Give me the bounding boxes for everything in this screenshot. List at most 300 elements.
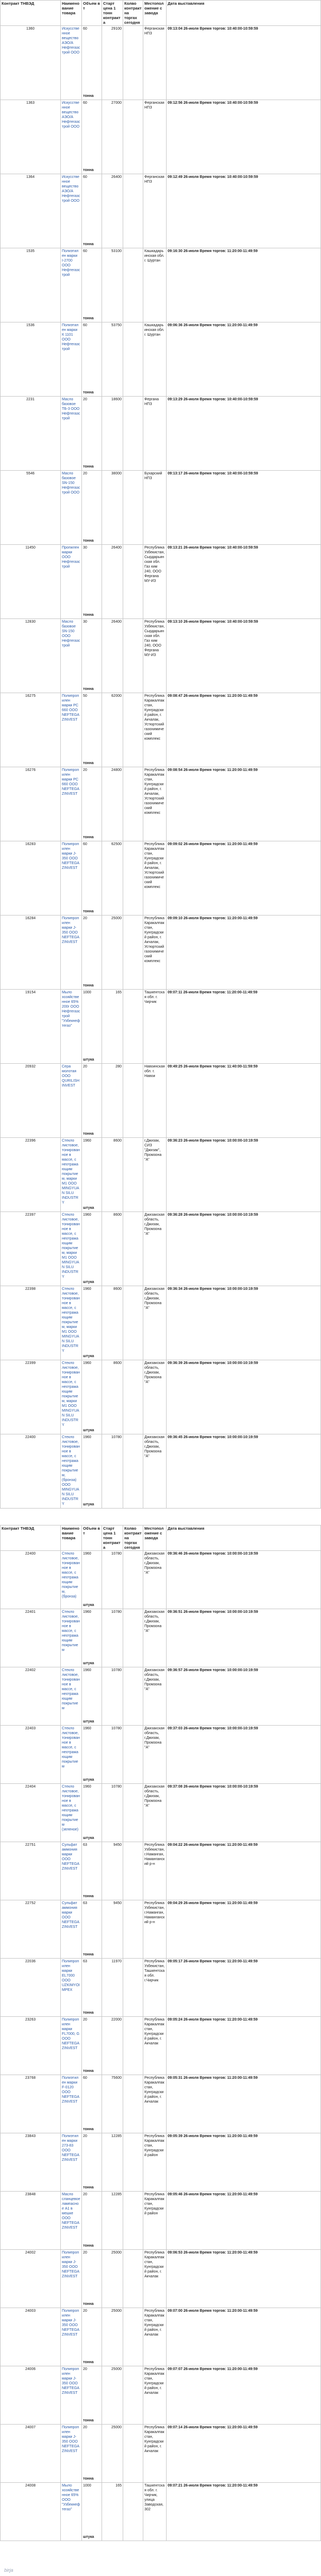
cell-volume: [82, 693, 102, 767]
cell-date: 09:05:39 26-июля Время торгов: 11:20:00-11:49:59: [167, 2133, 321, 2192]
cell-date: 09:06:36 26-июля Время торгов: 11:20:00-11:49:59: [167, 322, 321, 397]
cell-contract: 22399: [1, 1360, 61, 1434]
cell-volume: [82, 1667, 102, 1726]
cell-date: 09:37:03 26-июля Время торгов: 10:00:00-10:19:59: [167, 1726, 321, 1784]
cell-qty-today: [123, 1842, 143, 1900]
volume-value: 20: [83, 917, 87, 920]
cell-qty-today: [123, 1434, 143, 1509]
volume-unit: тонна: [83, 613, 94, 617]
cell-price: 26400: [102, 174, 123, 248]
volume-value: 60: [83, 842, 87, 846]
volume-value: 20: [83, 1065, 87, 1069]
cell-date: 09:13:10 26-июля Время торгов: 10:40:00-10:59:59: [167, 619, 321, 693]
volume-unit: тонна: [83, 1895, 94, 1898]
cell-location: Ташкентская обл. г. Чирчик: [143, 990, 167, 1064]
cell-name[interactable]: Мыло хозяйственное 65% 200г ООО Нефтегазстрой "Узбекнефтегаз": [61, 990, 82, 1064]
volume-value: 1960: [83, 1552, 91, 1556]
table-row: [1, 1609, 321, 1667]
cell-location: Республика Узбекистан, г.Наманган, Наманганский р-н: [143, 1900, 167, 1959]
volume-unit: штука: [83, 1206, 94, 1210]
table-row: [1, 2250, 321, 2308]
cell-location: Республика Узбекистан, Сырдарьинская обл. Газ хим 240, ООО Фергана МУ-ИЗ: [143, 619, 167, 693]
cell-name[interactable]: Полиэтилен марки I-2700 ООО Нефтегазстрой: [61, 248, 82, 322]
cell-date: 09:07:14 26-июля Время торгов: 11:20:00-11:49:59: [167, 2425, 321, 2483]
cell-name[interactable]: Полипропилен марки J-350 ООО NEFTEGAZINVEST: [61, 2308, 82, 2366]
cell-date: 09:36:57 26-июля Время торгов: 10:00:00-10:19:59: [167, 1667, 321, 1726]
cell-volume: [82, 1959, 102, 2017]
cell-date: 09:07:11 26-июля Время торгов: 11:20:00-11:49:59: [167, 990, 321, 1064]
table-row: [1, 1726, 321, 1784]
volume-value: 20: [83, 2367, 87, 2371]
cell-contract: 24008: [1, 2483, 61, 2541]
cell-volume: [82, 990, 102, 1064]
cell-price: 38000: [102, 471, 123, 545]
cell-name[interactable]: Искусственное вещество АЭО/А Нефтегазстрой ООО: [61, 26, 82, 100]
cell-volume: [82, 471, 102, 545]
cell-name[interactable]: Стекло листовое, тонированное в массе, с неотражающим покрытием, марки М1 ООО MINGYUAN SILU INDUSTRY: [61, 1360, 82, 1434]
cell-qty-today: [123, 1138, 143, 1212]
cell-price: 10780: [102, 1784, 123, 1842]
volume-unit: штука: [83, 1720, 94, 1724]
cell-price: 18600: [102, 397, 123, 471]
volume-unit: тонна: [83, 2419, 94, 2422]
cell-qty-today: [123, 1959, 143, 2017]
volume-value: 1960: [83, 1435, 91, 1439]
volume-unit: тонна: [83, 1953, 94, 1956]
cell-name[interactable]: Стекло листовое, тонированное в массе, с неотражающим покрытием, марки М1 ООО MINGYUAN SILU INDUSTRY: [61, 1286, 82, 1360]
table-row: [1, 2308, 321, 2366]
cell-date: 09:36:51 26-июля Время торгов: 10:00:00-10:19:59: [167, 1609, 321, 1667]
header-location: Местоположение с завода: [143, 1525, 167, 1551]
volume-unit: тонна: [83, 687, 94, 691]
table-row: [1, 1551, 321, 1609]
cell-name[interactable]: Стекло листовое, тонированное в массе, с неотражающим покрытием: [61, 1609, 82, 1667]
cell-location: Республика Каракалпакстан, Кунградский район, г. Акчалак: [143, 2425, 167, 2483]
volume-value: 1960: [83, 1139, 91, 1143]
cell-name[interactable]: Стекло листовое, тонированное в массе, с неотражающим покрытием (зеленое): [61, 1784, 82, 1842]
cell-name[interactable]: Мыло хозяйственное 65% ООО "Узбекнефтегаз": [61, 2483, 82, 2541]
cell-price: 165: [102, 990, 123, 1064]
cell-qty-today: [123, 990, 143, 1064]
table-row: [1, 2483, 321, 2541]
cell-date: 09:05:17 26-июля Время торгов: 11:20:00-11:49:59: [167, 1959, 321, 2017]
cell-location: Ташкентская обл. г. Чирчик, улица Заводская, 302: [143, 2483, 167, 2541]
cell-price: 10780: [102, 1667, 123, 1726]
cell-date: 09:07:21 26-июля Время торгов: 11:20:00-11:49:59: [167, 2483, 321, 2541]
cell-volume: [82, 2133, 102, 2192]
cell-price: 75600: [102, 2075, 123, 2133]
cell-contract: 16283: [1, 841, 61, 915]
cell-contract: 23263: [1, 2017, 61, 2075]
table-row: [1, 1842, 321, 1900]
cell-volume: [82, 1212, 102, 1286]
cell-contract: 1363: [1, 100, 61, 174]
cell-date: 09:05:31 26-июля Время торгов: 11:20:00-11:49:59: [167, 2075, 321, 2133]
cell-price: 11970: [102, 1959, 123, 2017]
cell-name[interactable]: Стекло листовое, тонированное в массе, с неотражающим покрытием: [61, 1667, 82, 1726]
cell-price: 26400: [102, 545, 123, 619]
volume-unit: тонна: [83, 391, 94, 394]
cell-location: Фергана НПЗ: [143, 397, 167, 471]
cell-date: 09:36:45 26-июля Время торгов: 10:00:00-10:19:59: [167, 1434, 321, 1509]
table-row: [1, 2075, 321, 2133]
cell-volume: [82, 767, 102, 841]
cell-location: Республика Узбекистан, Ташкентская обл. г.Чирчик: [143, 1959, 167, 2017]
cell-date: 09:09:10 26-июля Время торгов: 11:20:00-11:49:59: [167, 915, 321, 990]
cell-location: Республика Каракалпакстан, Кунградский район, г. Акчалак, Устюртский газохимический комплекс: [143, 915, 167, 990]
cell-name[interactable]: Сера молотая ООО QURILISH INVEST: [61, 1064, 82, 1138]
cell-qty-today: [123, 100, 143, 174]
volume-unit: тонна: [83, 539, 94, 543]
cell-price: 25000: [102, 2308, 123, 2366]
cell-contract: 22398: [1, 1286, 61, 1360]
cell-date: 09:08:54 26-июля Время торгов: 11:20:00-11:49:59: [167, 767, 321, 841]
cell-volume: [82, 100, 102, 174]
volume-value: 20: [83, 398, 87, 401]
cell-volume: [82, 1138, 102, 1212]
cell-qty-today: [123, 545, 143, 619]
cell-name[interactable]: Масло сланцевое лампасное A1 в мешке ООО NEFTEGAZINVEST: [61, 2192, 82, 2250]
cell-volume: [82, 248, 102, 322]
cell-qty-today: [123, 1667, 143, 1726]
header-name: Наименование товара: [61, 1, 82, 26]
table-header-row: [1, 1525, 321, 1551]
cell-qty-today: [123, 915, 143, 990]
cell-name[interactable]: Масло базовое SN-150 ООО Нефтегазстрой: [61, 619, 82, 693]
cell-price: 10780: [102, 1726, 123, 1784]
volume-unit: тонна: [83, 465, 94, 469]
cell-volume: [82, 1551, 102, 1609]
table-row: [1, 1900, 321, 1959]
cell-price: 280: [102, 1064, 123, 1138]
cell-price: 25000: [102, 915, 123, 990]
cell-qty-today: [123, 322, 143, 397]
cell-qty-today: [123, 2017, 143, 2075]
cell-qty-today: [123, 2366, 143, 2425]
cell-price: 27000: [102, 100, 123, 174]
volume-unit: тонна: [83, 2069, 94, 2073]
volume-value: 60: [83, 2076, 87, 2080]
volume-value: 20: [83, 2426, 87, 2429]
cell-qty-today: [123, 2250, 143, 2308]
volume-value: 50: [83, 694, 87, 698]
cell-date: 09:05:24 26-июля Время торгов: 11:20:00-11:49:59: [167, 2017, 321, 2075]
cell-contract: 16275: [1, 693, 61, 767]
cell-price: 62000: [102, 693, 123, 767]
volume-unit: тонна: [83, 2011, 94, 2015]
cell-price: 24800: [102, 767, 123, 841]
volume-value: 20: [83, 2134, 87, 2138]
volume-value: 30: [83, 546, 87, 550]
cell-name[interactable]: Полиэтилен марки К 1101 ООО Нефтегазстрой: [61, 322, 82, 397]
cell-name[interactable]: Полиэтилен марки 273-83 ООО NEFTEGAZINVEST: [61, 2133, 82, 2192]
cell-name[interactable]: Полипропилен марки FL7000, G ООО NEFTEGAZINVEST: [61, 2017, 82, 2075]
cell-contract: 1360: [1, 26, 61, 100]
volume-unit: штука: [83, 1836, 94, 1840]
table-row: [1, 1064, 321, 1138]
cell-location: Джизакская область, г.Джизак, Промзона "А": [143, 1286, 167, 1360]
cell-price: 10780: [102, 1551, 123, 1609]
volume-value: 63: [83, 1843, 87, 1847]
cell-date: 09:13:29 26-июля Время торгов: 10:40:00-10:59:59: [167, 397, 321, 471]
cell-location: Республика Каракалпакстан, Кунградский район, г. Акчалак, Устюртский газохимический комплекс: [143, 841, 167, 915]
volume-value: 63: [83, 1901, 87, 1905]
cell-qty-today: [123, 1360, 143, 1434]
volume-value: 63: [83, 1960, 87, 1963]
cell-contract: 11450: [1, 545, 61, 619]
table-row: [1, 1959, 321, 2017]
cell-contract: 22751: [1, 1842, 61, 1900]
cell-volume: [82, 2250, 102, 2308]
cell-volume: [82, 1434, 102, 1509]
cell-contract: 22397: [1, 1212, 61, 1286]
cell-name[interactable]: Масло базовое SN-150 Нефтегазстрой ООО: [61, 471, 82, 545]
table-row: [1, 545, 321, 619]
volume-value: 1960: [83, 1287, 91, 1291]
volume-value: 30: [83, 620, 87, 624]
cell-name[interactable]: Стекло листовое, тонированное в массе, с неотражающим покрытием, марки М1 ООО MINGYUAN SILU INDUSTRY: [61, 1138, 82, 1212]
cell-date: 09:36:39 26-июля Время торгов: 10:00:00-10:19:59: [167, 1360, 321, 1434]
table-row: [1, 990, 321, 1064]
cell-volume: [82, 174, 102, 248]
cell-contract: 24003: [1, 2308, 61, 2366]
cell-name[interactable]: Стекло листовое, тонированное в массе, с неотражающим покрытием, (бронза) ООО MINGYUAN SILU INDUSTRY: [61, 1434, 82, 1509]
cell-date: 09:12:49 26-июля Время торгов: 10:40:00-10:59:59: [167, 174, 321, 248]
table-row: [1, 1212, 321, 1286]
cell-name[interactable]: Полипропилен марки EL7000 ООО UZKIMYOIMPEX: [61, 1959, 82, 2017]
cell-price: 9450: [102, 1900, 123, 1959]
cell-name[interactable]: Стекло листовое, тонированное в массе, с неотражающим покрытием: [61, 1726, 82, 1784]
cell-name[interactable]: Сульфат аммония марки ООО NEFTEGAZINVEST: [61, 1842, 82, 1900]
cell-contract: 16276: [1, 767, 61, 841]
cell-contract: 23768: [1, 2075, 61, 2133]
cell-location: Кашкадарьинская обл. г. Шуртан: [143, 322, 167, 397]
cell-volume: [82, 1360, 102, 1434]
cell-date: 09:04:22 26-июля Время торгов: 11:20:00-11:49:59: [167, 1842, 321, 1900]
header-qty-today: Колво контракт на торгах сегодня: [123, 1525, 143, 1551]
volume-unit: тонна: [83, 2186, 94, 2189]
table-row: [1, 2366, 321, 2425]
cell-location: Джизакская область, г.Джизак, Промзона "А": [143, 1726, 167, 1784]
table-row: [1, 2017, 321, 2075]
cell-volume: [82, 322, 102, 397]
cell-location: Республика Каракалпакстан, Кунградский район, г. Акчалак: [143, 2308, 167, 2366]
cell-qty-today: [123, 248, 143, 322]
cell-location: Республика Узбекистан, г.Наманган, Наманганский р-н: [143, 1842, 167, 1900]
cell-price: 8600: [102, 1212, 123, 1286]
cell-name[interactable]: Полипропилен марки J-350 ООО NEFTEGAZINVEST: [61, 2366, 82, 2425]
cell-date: 09:13:17 26-июля Время торгов: 10:40:00-10:59:59: [167, 471, 321, 545]
cell-location: Ферганская НПЗ: [143, 174, 167, 248]
cell-volume: [82, 26, 102, 100]
cell-contract: 23848: [1, 2192, 61, 2250]
volume-value: 1000: [83, 991, 91, 994]
header-location: Местоположение с завода: [143, 1, 167, 26]
cell-name[interactable]: Сульфат аммония марки ООО NEFTEGAZINVEST: [61, 1900, 82, 1959]
volume-value: 1000: [83, 2484, 91, 2488]
volume-value: 1960: [83, 1727, 91, 1730]
cell-price: 8600: [102, 1286, 123, 1360]
cell-date: 09:36:34 26-июля Время торгов: 10:00:00-10:19:59: [167, 1286, 321, 1360]
cell-volume: [82, 1286, 102, 1360]
volume-value: 1960: [83, 1361, 91, 1365]
volume-unit: тонна: [83, 761, 94, 765]
volume-unit: тонна: [83, 2360, 94, 2364]
volume-value: 1960: [83, 1785, 91, 1789]
volume-unit: тонна: [83, 836, 94, 839]
cell-volume: [82, 1064, 102, 1138]
cell-volume: [82, 915, 102, 990]
cell-contract: 22404: [1, 1784, 61, 1842]
volume-unit: тонна: [83, 2244, 94, 2248]
header-contract: Контракт ТНВЭД: [1, 1, 61, 26]
cell-volume: [82, 1900, 102, 1959]
cell-price: 62500: [102, 841, 123, 915]
cell-price: 165: [102, 2483, 123, 2541]
header-date: Дата выставления: [167, 1, 321, 26]
cell-qty-today: [123, 619, 143, 693]
table-row: [1, 100, 321, 174]
cell-qty-today: [123, 1900, 143, 1959]
cell-name[interactable]: Полиэтилен марки F-0120 ООО NEFTEGAZINVEST: [61, 2075, 82, 2133]
table-row: [1, 397, 321, 471]
cell-contract: 22036: [1, 1959, 61, 2017]
cell-name[interactable]: Полипропилен марки J-350 ООО NEFTEGAZINVEST: [61, 915, 82, 990]
cell-qty-today: [123, 1609, 143, 1667]
cell-name[interactable]: Пропилен марки ООО Нефтегазстрой: [61, 545, 82, 619]
table-row: [1, 767, 321, 841]
cell-date: 09:12:56 26-июля Время торгов: 10:40:00-10:59:59: [167, 100, 321, 174]
cell-name[interactable]: Стекло листовое, тонированное в массе, с неотражающим покрытием, (бронза): [61, 1551, 82, 1609]
cell-location: Республика Каракалпакстан, Кунградский район, г. Акчалак: [143, 2250, 167, 2308]
volume-unit: тонна: [83, 94, 94, 98]
cell-qty-today: [123, 693, 143, 767]
cell-qty-today: [123, 1286, 143, 1360]
table-row: [1, 1434, 321, 1509]
volume-unit: штука: [83, 1429, 94, 1432]
cell-location: Республика Каракалпакстан, Кунградский район, г. Акчалак: [143, 2075, 167, 2133]
table-row: [1, 2425, 321, 2483]
header-qty-today: Колво контракт на торгах сегодня: [123, 1, 143, 26]
cell-contract: 12830: [1, 619, 61, 693]
cell-location: Республика Каракалпакстан, Кунградский район, г. Акчалак: [143, 2366, 167, 2425]
cell-location: Республика Каракалпакстан, Кунградский район: [143, 2192, 167, 2250]
cell-price: 53750: [102, 322, 123, 397]
volume-unit: штука: [83, 2535, 94, 2539]
cell-contract: 23843: [1, 2133, 61, 2192]
volume-unit: тонна: [83, 168, 94, 172]
cell-qty-today: [123, 2483, 143, 2541]
cell-location: г.Джизак, СИЗ "Джизак", Промзона "А": [143, 1138, 167, 1212]
table-row: [1, 471, 321, 545]
cell-contract: 1536: [1, 322, 61, 397]
cell-volume: [82, 2483, 102, 2541]
table-header-row: [1, 1, 321, 26]
cell-location: Республика Узбекистан, Сырдарьинская обл. Газ хим 240, ООО Фергана МУ-ИЗ: [143, 545, 167, 619]
cell-volume: [82, 2192, 102, 2250]
cell-volume: [82, 397, 102, 471]
cell-name[interactable]: Масло базовое ТБ-3 ООО Нефтегазстрой: [61, 397, 82, 471]
volume-unit: тонна: [83, 243, 94, 246]
cell-price: 10780: [102, 1434, 123, 1509]
cell-location: Республика Каракалпакстан, Кунградский район: [143, 2133, 167, 2192]
volume-unit: тонна: [83, 910, 94, 913]
cell-price: 25000: [102, 2250, 123, 2308]
cell-contract: 1535: [1, 248, 61, 322]
table-row: [1, 619, 321, 693]
cell-qty-today: [123, 1784, 143, 1842]
volume-value: 60: [83, 175, 87, 179]
cell-name[interactable]: Полипропилен марки J-350 ООО NEFTEGAZINVEST: [61, 2250, 82, 2308]
cell-name[interactable]: Полипропилен марки J-350 ООО NEFTEGAZINVEST: [61, 2425, 82, 2483]
header-price: Старт цена 1 тонн контракта: [102, 1, 123, 26]
cell-name[interactable]: Полипропилен марки J-350 ООО NEFTEGAZINVEST: [61, 841, 82, 915]
cell-qty-today: [123, 1064, 143, 1138]
cell-price: 22000: [102, 2017, 123, 2075]
cell-qty-today: [123, 2133, 143, 2192]
cell-location: Навоинская обл. г. Навои: [143, 1064, 167, 1138]
cell-volume: [82, 1784, 102, 1842]
cell-location: Джизакская область, г.Джизак, Промзона "А": [143, 1667, 167, 1726]
cell-qty-today: [123, 471, 143, 545]
cell-location: Республика Каракалпакстан, Кунградский район, г. Акчалак: [143, 2017, 167, 2075]
header-price: Старт цена 1 тонн контракта: [102, 1525, 123, 1551]
cell-price: 26400: [102, 619, 123, 693]
cell-name[interactable]: Искусственное вещество АЭО/А Нефтегазстрой ООО: [61, 100, 82, 174]
cell-qty-today: [123, 841, 143, 915]
cell-location: Республика Каракалпакстан, Кунградский район, г. Акчалак, Устюртский газохимический комплекс: [143, 767, 167, 841]
cell-contract: 22400: [1, 1551, 61, 1609]
cell-price: 29100: [102, 26, 123, 100]
cell-name[interactable]: Искусственное вещество АЭО/А Нефтегазстрой ООО: [61, 174, 82, 248]
cell-contract: 22403: [1, 1726, 61, 1784]
cell-name[interactable]: Стекло листовое, тонированное в массе, с неотражающим покрытием, марки М1 ООО MINGYUAN SILU INDUSTRY: [61, 1212, 82, 1286]
volume-unit: тонна: [83, 1132, 94, 1136]
cell-qty-today: [123, 26, 143, 100]
volume-value: 20: [83, 768, 87, 772]
cell-contract: 2231: [1, 397, 61, 471]
trade-table-2: [0, 1525, 321, 2541]
cell-contract: 24002: [1, 2250, 61, 2308]
cell-contract: 22400: [1, 1434, 61, 1509]
cell-price: 8600: [102, 1138, 123, 1212]
table-row: [1, 915, 321, 990]
volume-unit: штука: [83, 1280, 94, 1284]
cell-location: Джизакская область, г.Джизак, Промзона "А": [143, 1212, 167, 1286]
cell-name[interactable]: Полипропилен марки РС 660 ООО NEFTEGAZINVEST: [61, 693, 82, 767]
cell-date: 09:36:23 26-июля Время торгов: 10:00:00-10:19:59: [167, 1138, 321, 1212]
cell-location: Республика Каракалпакстан, Кунградский район, г. Акчалак, Устюртский газохимический комплекс: [143, 693, 167, 767]
cell-name[interactable]: Полипропилен марки РС 660 ООО NEFTEGAZINVEST: [61, 767, 82, 841]
cell-volume: [82, 1609, 102, 1667]
cell-qty-today: [123, 767, 143, 841]
volume-unit: штука: [83, 1354, 94, 1358]
cell-price: 12285: [102, 2192, 123, 2250]
cell-date: 09:16:30 26-июля Время торгов: 11:20:00-11:49:59: [167, 248, 321, 322]
cell-date: 09:06:53 26-июля Время торгов: 11:20:00-11:49:59: [167, 2250, 321, 2308]
cell-volume: [82, 2366, 102, 2425]
volume-unit: тонна: [83, 984, 94, 988]
cell-date: 09:07:07 26-июля Время торгов: 11:20:00-11:49:59: [167, 2366, 321, 2425]
cell-location: Ферганская НПЗ: [143, 100, 167, 174]
volume-value: 1960: [83, 1610, 91, 1614]
cell-price: 25000: [102, 2425, 123, 2483]
cell-volume: [82, 1842, 102, 1900]
cell-volume: [82, 2308, 102, 2366]
table-row: [1, 1360, 321, 1434]
cell-location: Джизакская область, г.Джизак, Промзона "А": [143, 1784, 167, 1842]
volume-unit: тонна: [83, 2302, 94, 2306]
